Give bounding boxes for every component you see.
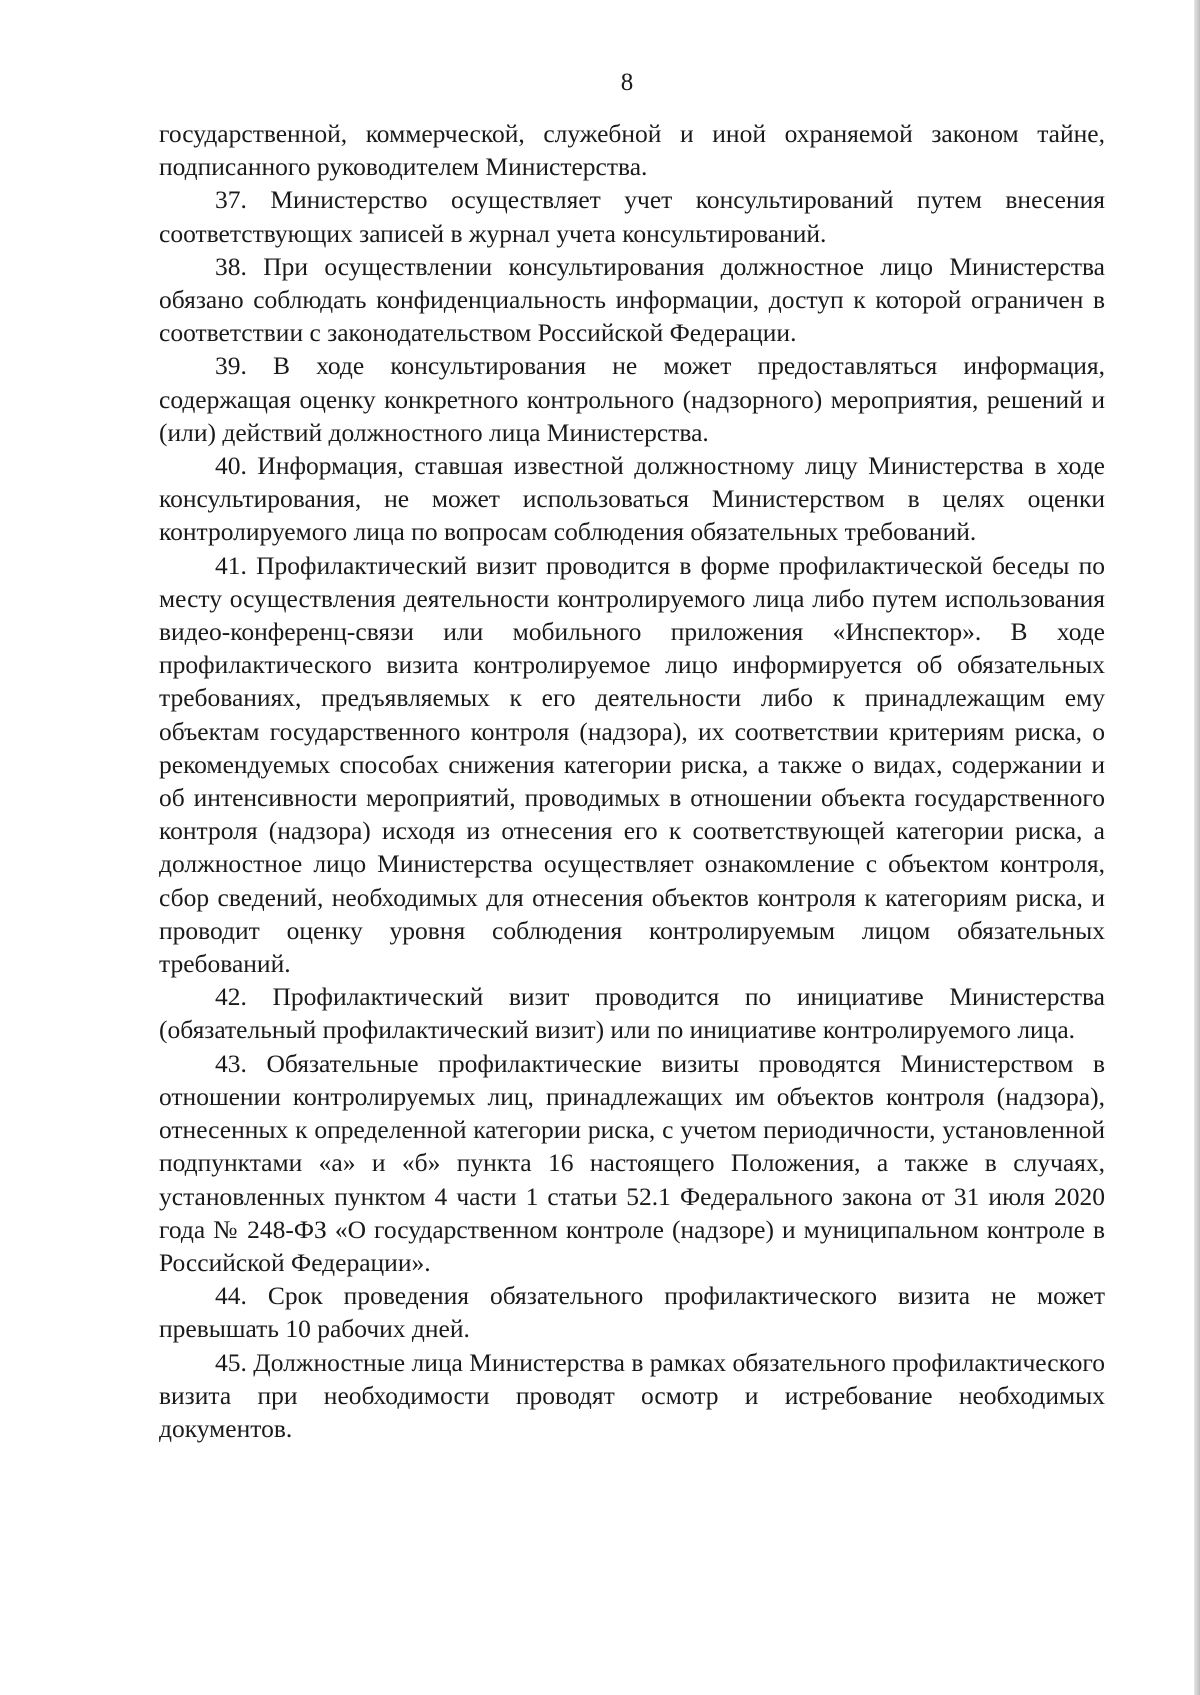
page-number: 8 bbox=[620, 69, 634, 96]
paragraph-37: 37. Министерство осуществляет учет консультирований путем внесения соответствующих записей в журнал учета консультирований. bbox=[159, 185, 1105, 248]
paragraph-42: 42. Профилактический визит проводится по инициативе Министерства (обязательный профилактический визит) или по инициативе контролируемого лица. bbox=[159, 982, 1105, 1045]
paragraph-41: 41. Профилактический визит проводится в форме профилактической беседы по месту осуществления деятельности контролируемого лица либо путем использования видео-конференц-связи или мобильного приложения «Инспектор». В ходе профилактического визита контролируемое лицо информируется об обязательных требованиях, предъявляемых к его деятельности либо к принадлежащим ему объектам государственного контроля (надзора), их соответствии критериям риска, о рекомендуемых способах снижения категории риска, а также о видах, содержании и об интенсивности мероприятий, проводимых в отношении объекта государственного контроля (надзора) исходя из отнесения его к соответствующей категории риска, а должностное лицо Министерства осуществляет ознакомление с объектом контроля, сбор сведений, необходимых для отнесения объектов контроля к категориям риска, и проводит оценку уровня соблюдения контролируемым лицом обязательных требований. bbox=[159, 550, 1105, 979]
paragraph-44: 44. Срок проведения обязательного профилактического визита не может превышать 10 рабочих дней. bbox=[159, 1281, 1105, 1344]
paragraph-45: 45. Должностные лица Министерства в рамках обязательного профилактического визита при необходимости проводят осмотр и истребование необходимых документов. bbox=[159, 1347, 1105, 1443]
paragraph-continuation: государственной, коммерческой, служебной и иной охраняемой законом тайне, подписанного руководителем Министерства. bbox=[159, 119, 1105, 182]
paragraph-43: 43. Обязательные профилактические визиты проводятся Министерством в отношении контролируемых лиц, принадлежащих им объектов контроля (надзора), отнесенных к определенной категории риска, с учетом периодичности, установленной подпунктами «а» и «б» пункта 16 настоящего Положения, а также в случаях, установленных пунктом 4 части 1 статьи 52.1 Федерального закона от 31 июля 2020 года № 248-ФЗ «О государственном контроле (надзоре) и муниципальном контроле в Российской Федерации». bbox=[159, 1048, 1105, 1277]
paragraph-38: 38. При осуществлении консультирования должностное лицо Министерства обязано соблюдать конфиденциальность информации, доступ к которой ограничен в соответствии с законодательством Российской Федерации. bbox=[159, 251, 1105, 348]
paragraph-39: 39. В ходе консультирования не может предоставляться информация, содержащая оценку конкретного контрольного (надзорного) мероприятия, решений и (или) действий должностного лица Министерства. bbox=[159, 351, 1105, 447]
scan-edge bbox=[1194, 0, 1200, 1695]
document-body bbox=[159, 117, 1105, 1445]
paragraph-40: 40. Информация, ставшая известной должностному лицу Министерства в ходе консультирования, не может использоваться Министерством в целях оценки контролируемого лица по вопросам соблюдения обязательных требований. bbox=[159, 451, 1105, 547]
